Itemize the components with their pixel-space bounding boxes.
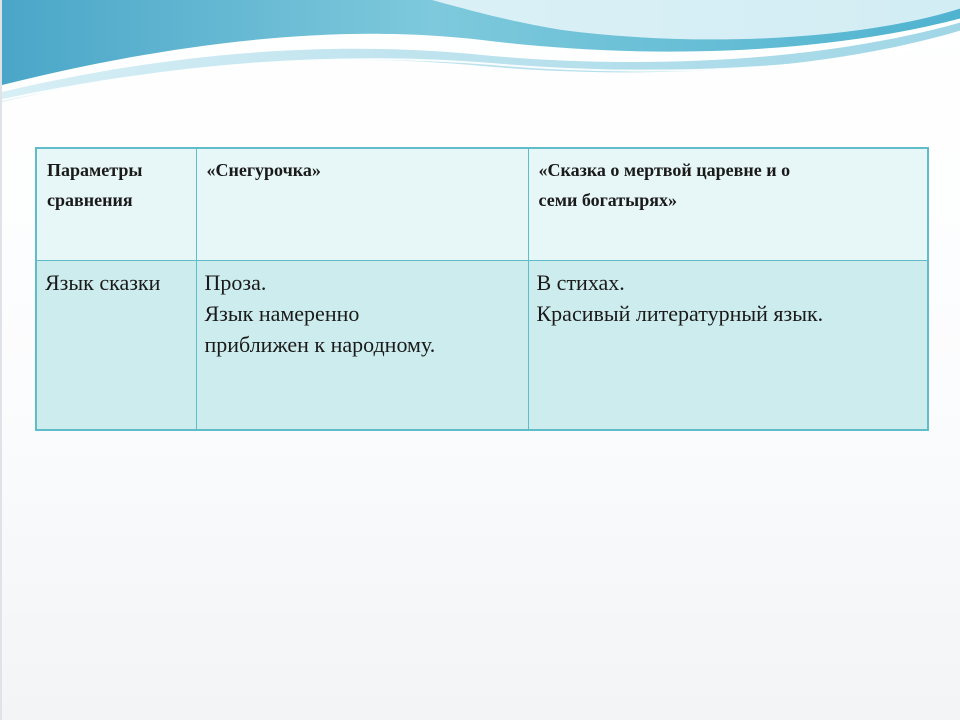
header-snegurochka-text: «Снегурочка» [206,160,321,180]
header-cell-skazka [528,148,928,261]
header-cell-parameters [36,148,196,261]
row-parameter-text: Язык сказки [45,270,161,295]
header-parameters-line1: Параметры [47,160,143,180]
header-parameters-line2: сравнения [47,190,133,210]
row-skazka-line2: Красивый литературный язык. [536,301,824,326]
row-cell-skazka [528,261,928,431]
header-skazka-line1: «Сказка о мертвой царевне и о [538,160,791,180]
header-skazka-line2: семи богатырях» [538,190,677,210]
row-cell-snegurochka [196,261,528,431]
header-cell-snegurochka [196,148,528,261]
row-skazka-line1: В стихах. [536,270,625,295]
row-cell-parameter [36,261,196,431]
table-header-row [36,148,928,261]
table [35,147,929,431]
comparison-table [35,147,929,431]
row-snegurochka-line1: Проза. [204,270,267,295]
row-snegurochka-line3: приближен к народному. [204,332,436,357]
row-snegurochka-line2: Язык намеренно [204,301,360,326]
table-row [36,261,928,431]
wave-decoration [2,0,960,120]
